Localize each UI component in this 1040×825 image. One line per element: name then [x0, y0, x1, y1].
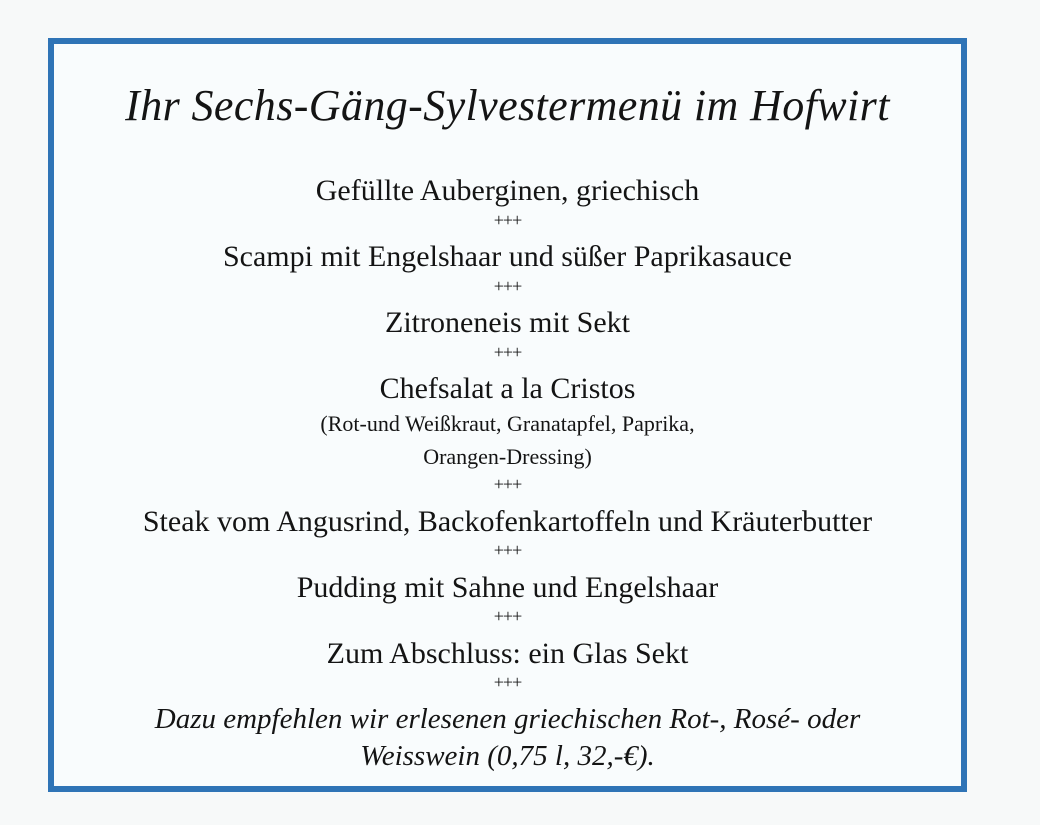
course-6: Pudding mit Sahne und Engelshaar: [296, 571, 719, 604]
wine-recommendation-line-2: Weisswein (0,75 l, 32,-€).: [360, 740, 655, 772]
separator-2: +++: [493, 276, 522, 296]
separator-4: +++: [493, 474, 522, 494]
course-7: Zum Abschluss: ein Glas Sekt: [326, 637, 689, 670]
course-3: Zitroneneis mit Sekt: [385, 306, 630, 339]
separator-5: +++: [493, 540, 522, 560]
course-4: Chefsalat a la Cristos: [379, 372, 636, 405]
course-1: Gefüllte Auberginen, griechisch: [315, 174, 700, 207]
salad-note-line-1: (Rot-und Weißkraut, Granatapfel, Paprika,: [320, 411, 695, 436]
separator-7: +++: [493, 672, 522, 692]
separator-6: +++: [493, 606, 522, 626]
course-5: Steak vom Angusrind, Backofenkartoffeln und Kräuterbutter: [142, 505, 873, 538]
salad-note-line-2: Orangen-Dressing): [423, 444, 592, 469]
menu-title: Ihr Sechs-Gäng-Sylvestermenü im Hofwirt: [125, 81, 890, 130]
separator-3: +++: [493, 342, 522, 362]
menu-card: [48, 38, 967, 792]
course-2: Scampi mit Engelshaar und süßer Paprikasauce: [222, 240, 792, 273]
wine-recommendation-line-1: Dazu empfehlen wir erlesenen griechischen Rot-, Rosé- oder: [154, 703, 861, 735]
menu-content: [54, 44, 961, 786]
separator-1: +++: [493, 210, 522, 230]
